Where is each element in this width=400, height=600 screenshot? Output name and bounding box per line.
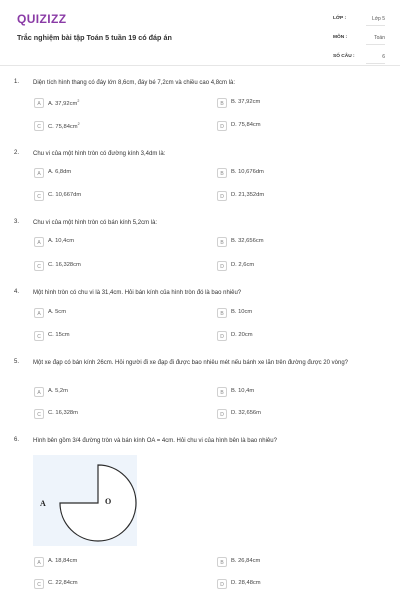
option-letter-box: B: [217, 387, 227, 397]
option-text: D. 75,84cm: [231, 122, 261, 128]
question-text: Diện tích hình thang có đáy lớn 8,6cm, đáy bé 7,2cm và chiều cao 4,8cm là:: [33, 80, 236, 86]
meta-row-subject: [333, 33, 385, 52]
meta-label: MÔN :: [333, 35, 348, 40]
option-letter-box: D: [217, 121, 227, 131]
option-letter-box: C: [34, 579, 44, 589]
option-text: A. 5cm: [48, 309, 67, 315]
option-letter-box: A: [34, 387, 44, 397]
meta-value: 6: [366, 54, 385, 64]
meta-row-grade: [333, 14, 385, 33]
question-number: 3.: [14, 219, 20, 225]
option-text: B. 10,4m: [231, 388, 255, 394]
option-text: A. 6,8dm: [48, 169, 72, 175]
question-text: Hình bên gồm 3/4 đường tròn và bán kính OA = 4cm. Hỏi chu vi của hình bên là bao nhiêu?: [33, 438, 277, 444]
option-text: D. 20cm: [231, 332, 253, 338]
option-letter-box: D: [217, 191, 227, 201]
option-letter-box: D: [217, 261, 227, 271]
option-letter-box: B: [217, 168, 227, 178]
option-letter-box: C: [34, 331, 44, 341]
option-text: D. 28,48cm: [231, 580, 261, 586]
option-text: C. 16,328cm: [48, 262, 81, 268]
option-text: D. 32,656m: [231, 410, 261, 416]
question-number: 6.: [14, 437, 20, 443]
option-letter-box: C: [34, 409, 44, 419]
option-superscript: 2: [77, 122, 80, 126]
meta-value: Lớp 5: [366, 16, 385, 26]
point-label-a: A: [40, 499, 46, 508]
option-letter-box: D: [217, 331, 227, 341]
option-text: C. 16,328m: [48, 410, 78, 416]
option-letter-box: A: [34, 98, 44, 108]
option-text: A. 18,84cm: [48, 558, 78, 564]
question-text: Chu vi của một hình tròn có bán kính 5,2cm là:: [33, 220, 158, 226]
option-text: C. $75,84cm^2$: [48, 122, 80, 130]
option-text: B. 26,84cm: [231, 558, 261, 564]
option-text: A. 5,2m: [48, 388, 68, 394]
question-text: Một xe đạp có bán kính 26cm. Hỏi người đi xe đạp đi được bao nhiêu mét nếu bánh xe lăn trên đường được 20 vòng?: [33, 360, 348, 366]
three-quarter-circle-svg: [33, 455, 137, 546]
option-letter-box: B: [217, 557, 227, 567]
option-letter-box: B: [217, 98, 227, 108]
option-superscript: 2: [77, 99, 80, 103]
quizizz-logo: QUIZIZZ: [17, 12, 67, 26]
question-number: 4.: [14, 289, 20, 295]
three-quarter-circle-figure: [33, 455, 137, 546]
option-letter-box: B: [217, 308, 227, 318]
option-text: D. 21,352dm: [231, 192, 265, 198]
question-text: Chu vi của một hình tròn có đường kính 3,4dm là:: [33, 151, 166, 157]
option-text: B. 32,656cm: [231, 238, 264, 244]
question-number: 1.: [14, 79, 20, 85]
question-number: 2.: [14, 150, 20, 156]
question-number: 5.: [14, 359, 20, 365]
worksheet-title: Trắc nghiệm bài tập Toán 5 tuần 19 có đáp án: [17, 33, 172, 42]
option-letter-box: A: [34, 237, 44, 247]
option-text: C. 15cm: [48, 332, 70, 338]
option-text: A. $37,92cm^2$: [48, 99, 80, 107]
option-text: A. 10,4cm: [48, 238, 75, 244]
option-text: B. 10cm: [231, 309, 253, 315]
option-text: B. 10,676dm: [231, 169, 264, 175]
three-quarter-circle-shape: [60, 465, 136, 541]
meta-label: LỚP :: [333, 16, 347, 21]
option-letter-box: B: [217, 237, 227, 247]
option-letter-box: D: [217, 579, 227, 589]
meta-label: SỐ CÂU :: [333, 54, 355, 59]
option-letter-box: D: [217, 409, 227, 419]
option-letter-box: C: [34, 121, 44, 131]
option-letter-box: A: [34, 308, 44, 318]
option-text: B. 37,92cm: [231, 99, 261, 105]
meta-value: Toán: [366, 35, 385, 45]
header-divider: [0, 65, 400, 66]
meta-row-count: [333, 52, 385, 71]
option-letter-box: C: [34, 261, 44, 271]
option-letter-box: A: [34, 168, 44, 178]
option-text: C. 22,84cm: [48, 580, 78, 586]
option-text: D. 2,6cm: [231, 262, 255, 268]
option-letter-box: C: [34, 191, 44, 201]
question-text: Một hình tròn có chu vi là 31,4cm. Hỏi bán kính của hình tròn đó là bao nhiêu?: [33, 290, 242, 296]
option-text: C. 10,667dm: [48, 192, 82, 198]
option-letter-box: A: [34, 557, 44, 567]
point-label-o: O: [105, 497, 112, 506]
worksheet-meta: [333, 14, 385, 71]
